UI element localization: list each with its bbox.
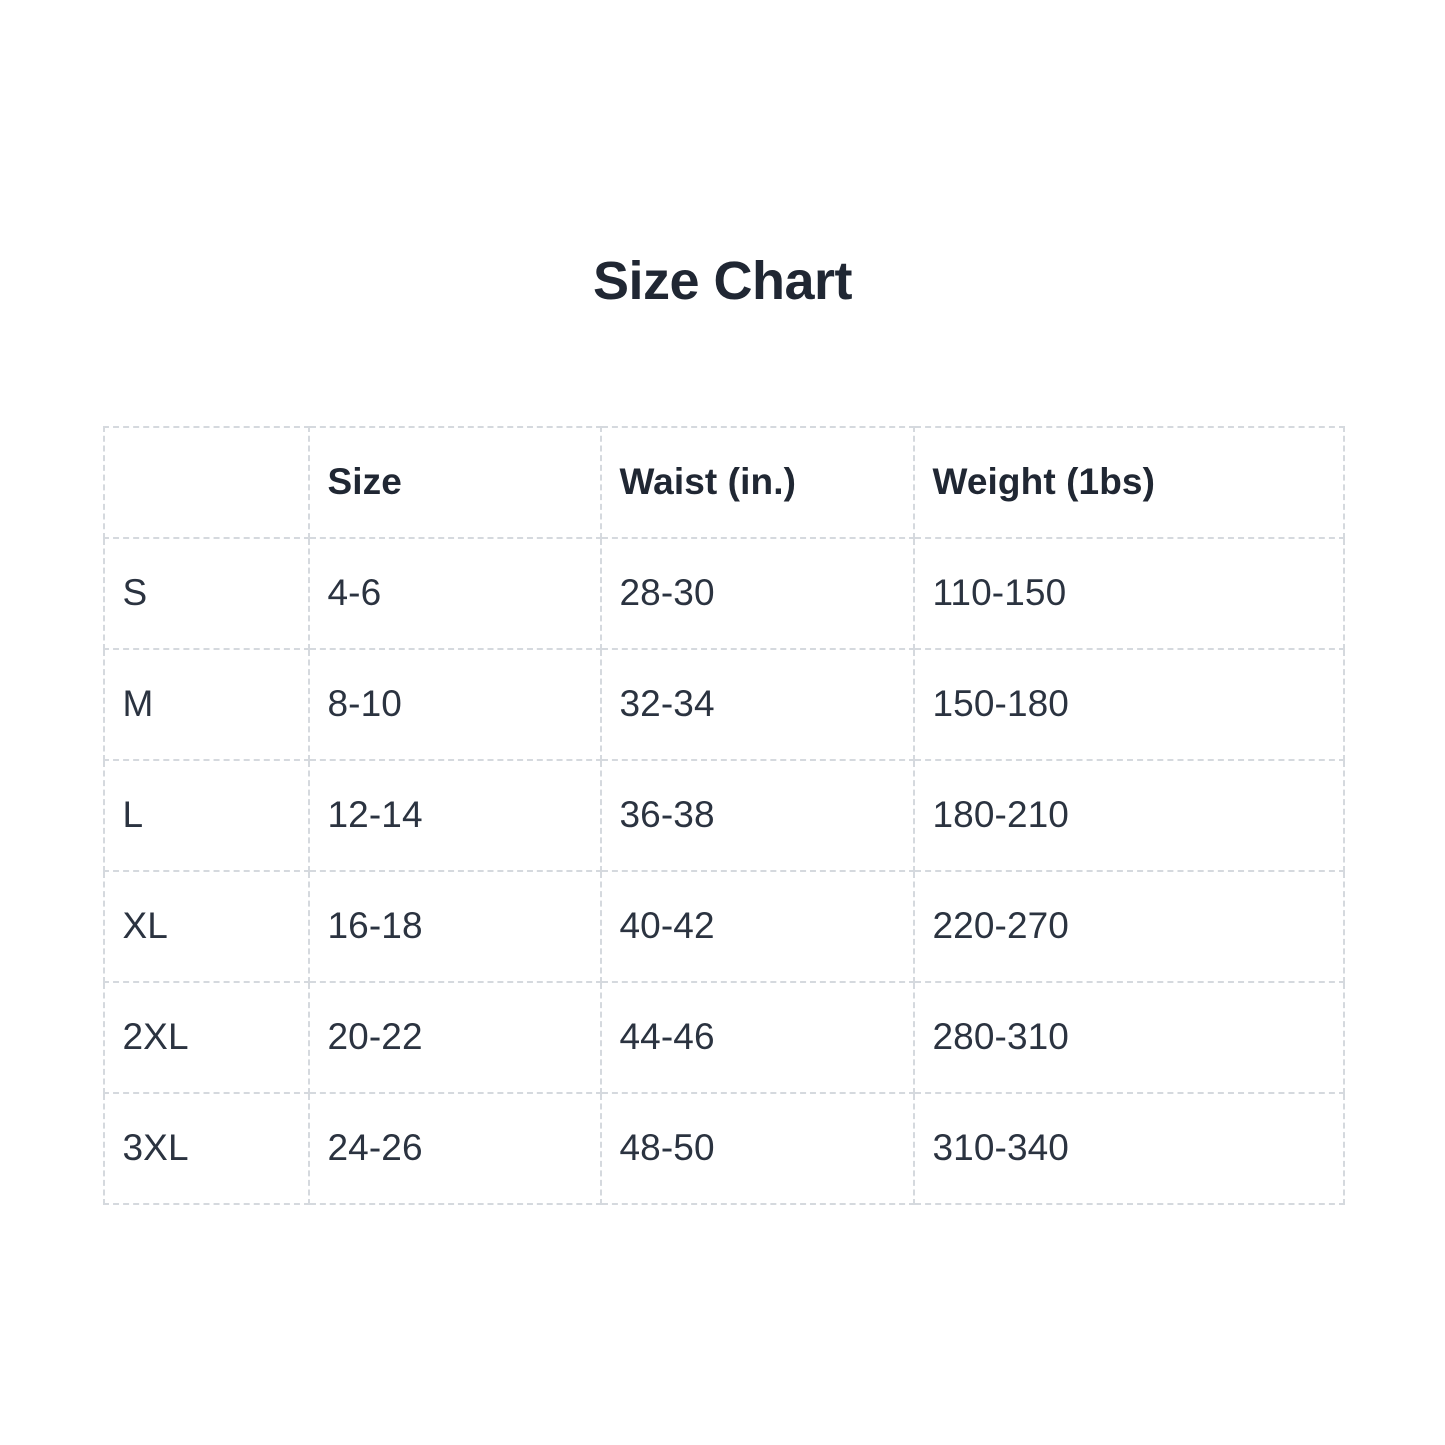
cell-weight: 220-270 (914, 871, 1344, 982)
cell-size-label: M (104, 649, 309, 760)
size-chart-table-container (103, 426, 1343, 1205)
page-title: Size Chart (592, 251, 853, 311)
cell-weight: 150-180 (914, 649, 1344, 760)
table-row (104, 1093, 1344, 1204)
cell-size: 8-10 (309, 649, 601, 760)
cell-waist: 28-30 (601, 538, 914, 649)
table-row (104, 982, 1344, 1093)
cell-size: 12-14 (309, 760, 601, 871)
cell-waist: 40-42 (601, 871, 914, 982)
column-header-weight: Weight (1bs) (914, 427, 1344, 538)
cell-size-label: S (104, 538, 309, 649)
cell-size: 24-26 (309, 1093, 601, 1204)
cell-size-label: L (104, 760, 309, 871)
cell-size-label: 3XL (104, 1093, 309, 1204)
table-row (104, 760, 1344, 871)
column-header-size: Size (309, 427, 601, 538)
table-row (104, 871, 1344, 982)
cell-weight: 310-340 (914, 1093, 1344, 1204)
cell-size-label: XL (104, 871, 309, 982)
cell-size: 4-6 (309, 538, 601, 649)
cell-size: 20-22 (309, 982, 601, 1093)
cell-size-label: 2XL (104, 982, 309, 1093)
size-chart-table (103, 426, 1345, 1205)
cell-weight: 180-210 (914, 760, 1344, 871)
cell-weight: 110-150 (914, 538, 1344, 649)
cell-waist: 44-46 (601, 982, 914, 1093)
cell-waist: 48-50 (601, 1093, 914, 1204)
cell-size: 16-18 (309, 871, 601, 982)
table-head (104, 427, 1344, 538)
cell-waist: 36-38 (601, 760, 914, 871)
cell-weight: 280-310 (914, 982, 1344, 1093)
table-body (104, 538, 1344, 1204)
cell-waist: 32-34 (601, 649, 914, 760)
table-header-row (104, 427, 1344, 538)
column-header-waist: Waist (in.) (601, 427, 914, 538)
table-row (104, 538, 1344, 649)
column-header-size-label (104, 427, 309, 538)
table-row (104, 649, 1344, 760)
